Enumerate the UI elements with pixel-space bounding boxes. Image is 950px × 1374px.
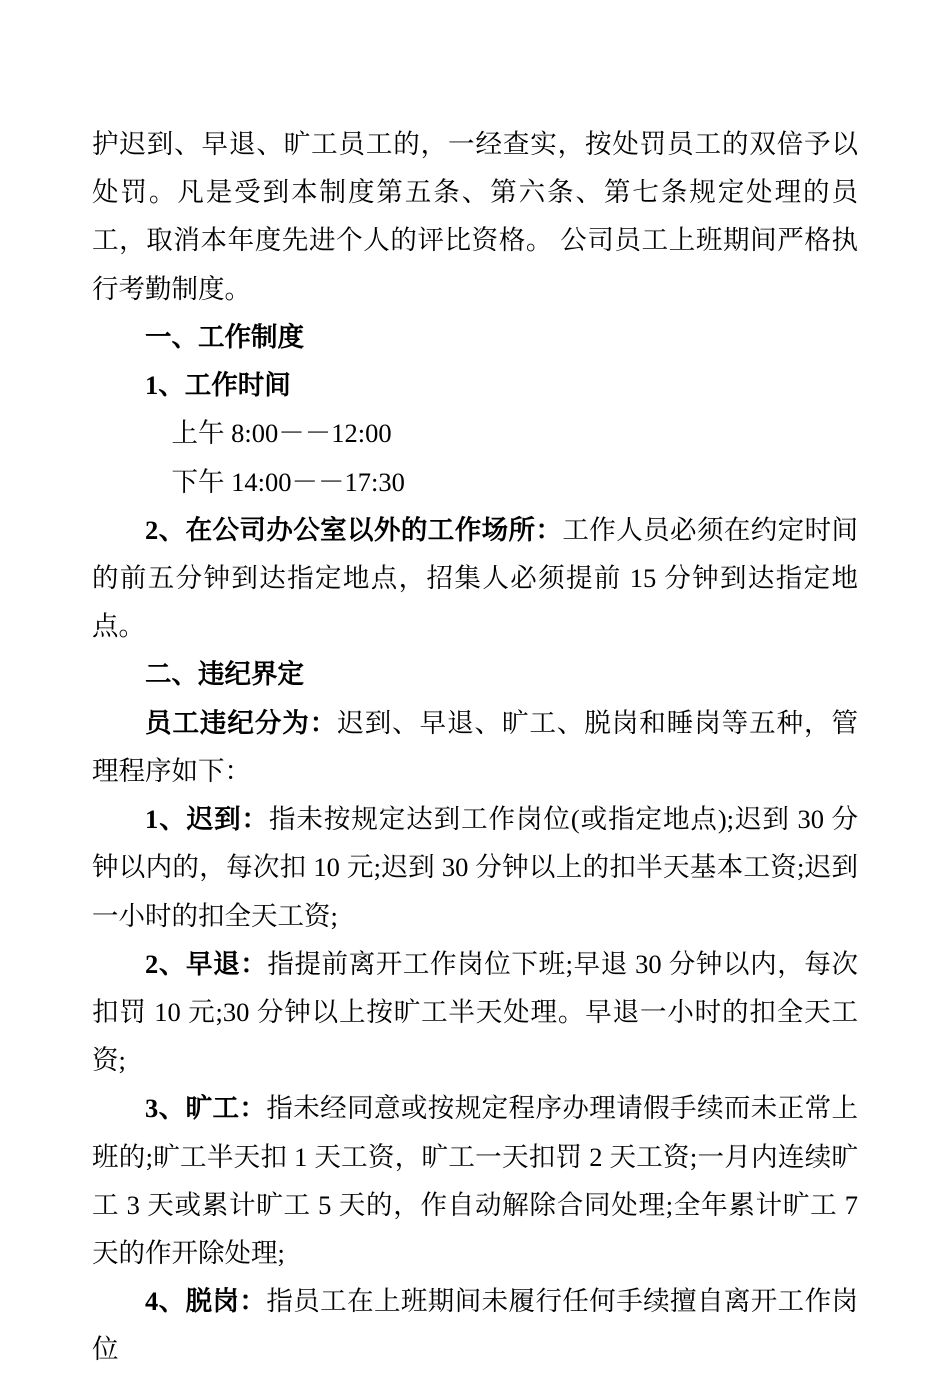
paragraph-intro: 护迟到、早退、旷工员工的，一经查实，按处罚员工的双倍予以处罚。凡是受到本制度第五条、第六条、第七条规定处理的员工，取消本年度先进个人的评比资格。 公司员工上班期间严格执行考勤制度。	[92, 129, 858, 304]
work-hours-morning: 上午 8:00－－12:00	[171, 418, 392, 449]
item-early-leave	[92, 940, 858, 1085]
item-absenteeism	[92, 1084, 858, 1277]
item-absenteeism-lead: 3、旷工：	[145, 1093, 267, 1124]
item-early-leave-text: 指提前离开工作岗位下班;早退 30 分钟以内，每次扣罚 10 元;30 分钟以上按旷工半天处理。早退一小时的扣全天工资;	[92, 948, 859, 1076]
item-leaving-post	[92, 1277, 858, 1373]
heading-work-system: 一、工作制度	[145, 321, 304, 352]
subheading-work-hours: 1、工作时间	[145, 370, 291, 401]
item-offsite-workplace-lead: 2、在公司办公室以外的工作场所：	[145, 514, 563, 545]
item-violation-categories-lead: 员工违纪分为：	[145, 707, 338, 738]
item-leaving-post-text: 指员工在上班期间未履行任何手续擅自离开工作岗位	[92, 1286, 859, 1365]
heading-violation-definition: 二、违纪界定	[145, 659, 304, 690]
item-late-text: 指未按规定达到工作岗位(或指定地点);迟到 30 分钟以内的，每次扣 10 元;迟到 30 分钟以上的扣半天基本工资;迟到一小时的扣全天工资;	[92, 804, 859, 931]
item-late	[92, 795, 858, 940]
item-absenteeism-text: 指未经同意或按规定程序办理请假手续而未正常上班的;旷工半天扣 1 天工资，旷工一天扣罚 2 天工资;一月内连续旷工 3 天或累计旷工 5 天的，作自动解除合同处理;全年累计旷工 7 天的作开除处理;	[92, 1093, 859, 1269]
item-late-lead: 1、迟到：	[145, 804, 269, 835]
item-violation-categories	[92, 699, 858, 795]
work-hours-afternoon: 下午 14:00－－17:30	[171, 466, 405, 497]
item-offsite-workplace-text: 工作人员必须在约定时间的前五分钟到达指定地点，招集人必须提前 15 分钟到达指定地点。	[92, 514, 859, 642]
item-early-leave-lead: 2、早退：	[145, 948, 268, 979]
document-body	[92, 120, 858, 1374]
item-leaving-post-lead: 4、脱岗：	[145, 1286, 267, 1317]
item-violation-categories-text: 迟到、早退、旷工、脱岗和睡岗等五种，管理程序如下：	[92, 707, 859, 786]
item-offsite-workplace	[92, 506, 858, 651]
